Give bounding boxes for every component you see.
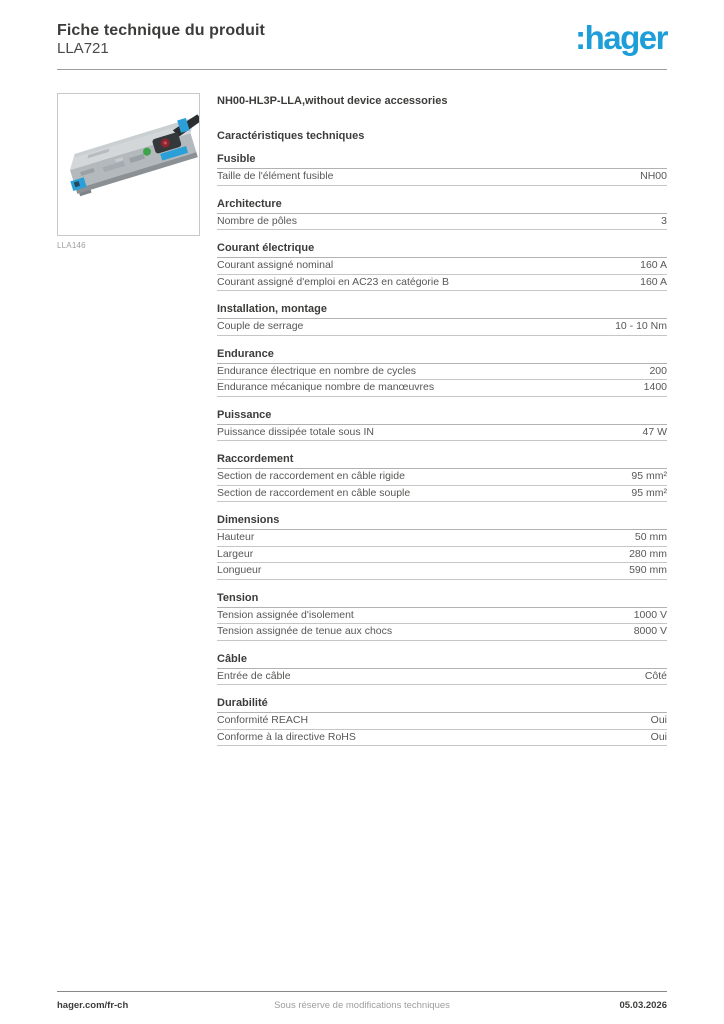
header-divider — [57, 69, 667, 70]
product-reference: LLA721 — [57, 40, 109, 57]
spec-section — [217, 348, 667, 397]
spec-row-label: Puissance dissipée totale sous IN — [217, 425, 375, 438]
spec-row — [217, 169, 667, 186]
spec-section-title: Durabilité — [217, 697, 667, 713]
spec-row-value: 280 mm — [629, 547, 667, 560]
spec-rows — [217, 169, 667, 186]
spec-row-label: Tension assignée de tenue aux chocs — [217, 625, 393, 637]
spec-row-label: Endurance électrique en nombre de cycles — [217, 364, 417, 377]
spec-row-value: NH00 — [640, 170, 667, 182]
spec-row — [217, 608, 667, 625]
spec-section — [217, 198, 667, 231]
spec-section — [217, 242, 667, 291]
spec-rows — [217, 425, 667, 442]
spec-row — [217, 713, 667, 730]
spec-rows — [217, 713, 667, 746]
spec-section-title: Architecture — [217, 198, 667, 214]
spec-section-title: Câble — [217, 653, 667, 669]
spec-section-title: Installation, montage — [217, 303, 667, 319]
product-image-column — [57, 93, 217, 758]
spec-row-value: 200 — [649, 364, 667, 377]
page-title: Fiche technique du produit — [57, 22, 265, 39]
spec-section — [217, 697, 667, 746]
spec-rows — [217, 364, 667, 397]
spec-section-title: Tension — [217, 592, 667, 608]
spec-row-value: 1000 V — [633, 608, 667, 621]
spec-row-label: Conforme à la directive RoHS — [217, 730, 356, 743]
footer-disclaimer: Sous réserve de modifications techniques — [274, 1000, 450, 1011]
spec-row — [217, 319, 667, 336]
product-image-caption: LLA146 — [57, 241, 86, 250]
spec-row-label: Courant assigné nominal — [217, 259, 334, 271]
spec-row-label: Largeur — [217, 547, 254, 560]
spec-row-label: Section de raccordement en câble rigide — [217, 470, 405, 482]
spec-section-title: Dimensions — [217, 514, 667, 530]
footer-row — [57, 1000, 667, 1011]
spec-section — [217, 592, 667, 641]
spec-section — [217, 409, 667, 442]
spec-section-title: Endurance — [217, 348, 667, 364]
spec-rows — [217, 608, 667, 641]
spec-row — [217, 486, 667, 503]
spec-row-value: 95 mm² — [631, 470, 667, 482]
spec-row-label: Couple de serrage — [217, 320, 304, 332]
spec-section-title: Puissance — [217, 409, 667, 425]
header — [57, 0, 667, 58]
spec-row — [217, 364, 667, 381]
spec-section-title: Raccordement — [217, 453, 667, 469]
spec-row — [217, 275, 667, 292]
spec-rows — [217, 669, 667, 686]
spec-row — [217, 380, 667, 397]
spec-row-label: Nombre de pôles — [217, 214, 297, 227]
footer-divider — [57, 991, 667, 992]
main-content — [57, 93, 667, 758]
spec-section-title: Fusible — [217, 153, 667, 169]
spec-row-label: Taille de l'élément fusible — [217, 170, 334, 182]
spec-row — [217, 563, 667, 580]
spec-section — [217, 653, 667, 686]
spec-row-label: Hauteur — [217, 531, 255, 543]
header-titles — [57, 21, 265, 58]
footer — [57, 991, 667, 1011]
spec-row-label: Entrée de câble — [217, 669, 291, 682]
spec-row-label: Endurance mécanique nombre de manœuvres — [217, 381, 435, 393]
spec-row-label: Tension assignée d'isolement — [217, 608, 354, 621]
spec-row — [217, 730, 667, 747]
spec-row-value: 3 — [661, 214, 667, 227]
spec-row-value: 95 mm² — [631, 486, 667, 499]
spec-section — [217, 303, 667, 336]
product-image — [57, 93, 200, 236]
spec-rows — [217, 258, 667, 291]
spec-row-label: Longueur — [217, 564, 262, 576]
spec-row-value: Côté — [644, 669, 667, 682]
fuse-strip-illustration — [58, 94, 199, 235]
spec-sections — [217, 153, 667, 746]
spec-rows — [217, 469, 667, 502]
spec-section-title: Courant électrique — [217, 242, 667, 258]
spec-row — [217, 469, 667, 486]
spec-rows — [217, 214, 667, 231]
footer-website: hager.com/fr-ch — [57, 1000, 129, 1011]
spec-row-value: Oui — [650, 730, 667, 743]
spec-row-value: 47 W — [642, 425, 667, 438]
characteristics-heading: Caractéristiques techniques — [217, 130, 365, 142]
spec-rows — [217, 319, 667, 336]
hager-logo: :hager — [575, 19, 667, 56]
spec-row-value: 10 - 10 Nm — [615, 320, 667, 332]
spec-row-value: Oui — [650, 714, 667, 726]
spec-row-value: 590 mm — [629, 564, 667, 576]
spec-row-label: Section de raccordement en câble souple — [217, 486, 411, 499]
spec-row-value: 160 A — [640, 275, 667, 288]
spec-section — [217, 453, 667, 502]
spec-rows — [217, 530, 667, 580]
specifications-column — [217, 93, 667, 758]
spec-section — [217, 514, 667, 580]
spec-row — [217, 547, 667, 564]
spec-row — [217, 258, 667, 275]
spec-row — [217, 624, 667, 641]
spec-row-value: 50 mm — [634, 531, 667, 543]
spec-row-label: Courant assigné d'emploi en AC23 en catégorie B — [217, 275, 449, 288]
spec-row — [217, 530, 667, 547]
spec-row — [217, 425, 667, 442]
spec-row — [217, 214, 667, 231]
spec-row-label: Conformité REACH — [217, 714, 309, 726]
spec-row-value: 8000 V — [633, 625, 667, 637]
spec-row-value: 160 A — [640, 259, 667, 271]
spec-section — [217, 153, 667, 186]
product-name: NH00-HL3P-LLA,without device accessories — [217, 95, 448, 107]
spec-row — [217, 669, 667, 686]
footer-date: 05.03.2026 — [619, 1000, 667, 1011]
spec-row-value: 1400 — [643, 381, 667, 393]
